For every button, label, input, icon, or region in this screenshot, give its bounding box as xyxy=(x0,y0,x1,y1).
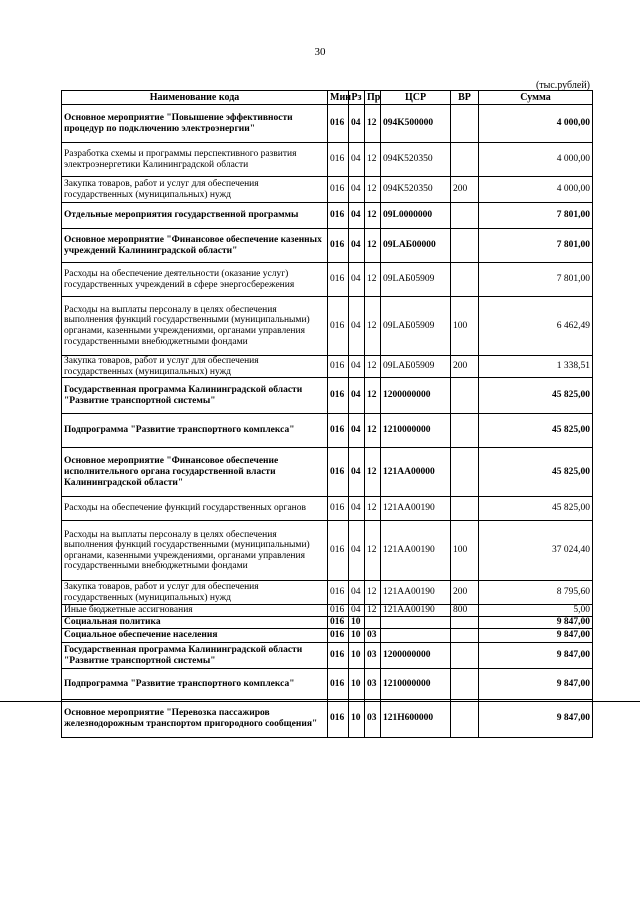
cell-rz: 10 xyxy=(349,669,365,700)
cell-rz: 04 xyxy=(349,203,365,229)
cell-min: 016 xyxy=(328,414,349,448)
table-row xyxy=(62,105,593,143)
cell-rz: 04 xyxy=(349,229,365,263)
cell-sum: 45 825,00 xyxy=(479,414,593,448)
cell-rz: 04 xyxy=(349,448,365,497)
cell-csr: 09LАБ05909 xyxy=(381,297,451,356)
table-row xyxy=(62,617,593,629)
cell-sum: 45 825,00 xyxy=(479,448,593,497)
cell-sum: 45 825,00 xyxy=(479,378,593,414)
cell-name: Основное мероприятие "Повышение эффективности процедур по подключению электроэнергии" xyxy=(62,105,328,143)
cell-rz: 04 xyxy=(349,143,365,177)
cell-rz: 04 xyxy=(349,105,365,143)
cell-name: Закупка товаров, работ и услуг для обеспечения государственных (муниципальных) нужд xyxy=(62,581,328,605)
header-sum: Сумма xyxy=(479,91,593,105)
cell-csr: 094K520350 xyxy=(381,177,451,203)
cell-vr xyxy=(451,229,479,263)
table-row xyxy=(62,203,593,229)
cell-csr: 1200000000 xyxy=(381,378,451,414)
cell-rz: 04 xyxy=(349,356,365,378)
cell-sum: 8 795,60 xyxy=(479,581,593,605)
cell-vr: 200 xyxy=(451,356,479,378)
table-row xyxy=(62,177,593,203)
cell-sum: 7 801,00 xyxy=(479,203,593,229)
cell-min: 016 xyxy=(328,521,349,581)
cell-pr: 12 xyxy=(365,263,381,297)
cell-pr: 03 xyxy=(365,643,381,669)
table-row xyxy=(62,143,593,177)
cell-vr: 800 xyxy=(451,605,479,617)
table-row xyxy=(62,414,593,448)
cell-pr: 12 xyxy=(365,177,381,203)
table-row xyxy=(62,497,593,521)
budget-table xyxy=(61,90,593,738)
cell-sum: 5,00 xyxy=(479,605,593,617)
cell-pr: 12 xyxy=(365,378,381,414)
table-row xyxy=(62,521,593,581)
cell-sum: 4 000,00 xyxy=(479,143,593,177)
cell-pr: 12 xyxy=(365,356,381,378)
cell-name: Расходы на обеспечение деятельности (оказание услуг) государственных учреждений в сфере энергосбережения xyxy=(62,263,328,297)
units-label: (тыс.рублей) xyxy=(535,80,590,91)
cell-vr: 200 xyxy=(451,581,479,605)
cell-sum: 1 338,51 xyxy=(479,356,593,378)
cell-min: 016 xyxy=(328,605,349,617)
cell-rz: 10 xyxy=(349,617,365,629)
cell-min: 016 xyxy=(328,617,349,629)
cell-min: 016 xyxy=(328,378,349,414)
cell-pr: 12 xyxy=(365,143,381,177)
cell-name: Разработка схемы и программы перспективного развития электроэнергетики Калининградской области xyxy=(62,143,328,177)
cell-min: 016 xyxy=(328,448,349,497)
cell-vr xyxy=(451,414,479,448)
table-body xyxy=(62,105,593,738)
cell-csr xyxy=(381,629,451,643)
cell-name: Отдельные мероприятия государственной программы xyxy=(62,203,328,229)
cell-rz: 04 xyxy=(349,414,365,448)
table-row xyxy=(62,297,593,356)
table-row xyxy=(62,700,593,738)
cell-name: Основное мероприятие "Финансовое обеспечение казенных учреждений Калининградской области" xyxy=(62,229,328,263)
header-name: Наименование кода xyxy=(62,91,328,105)
cell-vr xyxy=(451,143,479,177)
cell-csr xyxy=(381,617,451,629)
cell-pr: 12 xyxy=(365,605,381,617)
cell-vr: 100 xyxy=(451,297,479,356)
cell-rz: 04 xyxy=(349,497,365,521)
cell-pr: 12 xyxy=(365,521,381,581)
cell-vr xyxy=(451,105,479,143)
cell-pr: 12 xyxy=(365,448,381,497)
cell-csr: 121АА00190 xyxy=(381,521,451,581)
cell-vr xyxy=(451,617,479,629)
cell-sum: 45 825,00 xyxy=(479,497,593,521)
cell-sum: 9 847,00 xyxy=(479,643,593,669)
header-vr: ВР xyxy=(451,91,479,105)
cell-min: 016 xyxy=(328,669,349,700)
cell-sum: 6 462,49 xyxy=(479,297,593,356)
cell-vr xyxy=(451,448,479,497)
table-row xyxy=(62,229,593,263)
table-row xyxy=(62,629,593,643)
cell-pr xyxy=(365,617,381,629)
cell-pr: 12 xyxy=(365,497,381,521)
table-header-row xyxy=(62,91,593,105)
cell-vr xyxy=(451,378,479,414)
cell-vr xyxy=(451,497,479,521)
cell-csr: 121АА00190 xyxy=(381,605,451,617)
cell-vr: 100 xyxy=(451,521,479,581)
cell-rz: 10 xyxy=(349,700,365,738)
cell-name: Расходы на выплаты персоналу в целях обеспечения выполнения функций государственными (муниципальными) органами, казенными учреждениями, органами управления государственными внебюджетными фондами xyxy=(62,297,328,356)
cell-csr: 1210000000 xyxy=(381,669,451,700)
cell-sum: 37 024,40 xyxy=(479,521,593,581)
cell-csr: 121Н600000 xyxy=(381,700,451,738)
cell-pr: 12 xyxy=(365,414,381,448)
cell-sum: 9 847,00 xyxy=(479,617,593,629)
header-pr: Пр xyxy=(365,91,381,105)
cell-pr: 12 xyxy=(365,297,381,356)
header-min: Мин xyxy=(328,91,349,105)
cell-csr: 121АА00000 xyxy=(381,448,451,497)
cell-name: Закупка товаров, работ и услуг для обеспечения государственных (муниципальных) нужд xyxy=(62,356,328,378)
cell-pr: 03 xyxy=(365,669,381,700)
cell-vr xyxy=(451,700,479,738)
cell-sum: 7 801,00 xyxy=(479,229,593,263)
cell-min: 016 xyxy=(328,643,349,669)
cell-min: 016 xyxy=(328,297,349,356)
cell-pr: 03 xyxy=(365,629,381,643)
cell-pr: 03 xyxy=(365,700,381,738)
cell-rz: 10 xyxy=(349,629,365,643)
cell-sum: 9 847,00 xyxy=(479,629,593,643)
cell-name: Основное мероприятие "Перевозка пассажиров железнодорожным транспортом пригородного сообщения" xyxy=(62,700,328,738)
cell-name: Подпрограмма "Развитие транспортного комплекса" xyxy=(62,414,328,448)
cell-sum: 9 847,00 xyxy=(479,700,593,738)
cell-sum: 9 847,00 xyxy=(479,669,593,700)
cell-min: 016 xyxy=(328,497,349,521)
cell-csr: 09LАБ05909 xyxy=(381,263,451,297)
cell-vr xyxy=(451,203,479,229)
cell-csr: 094K520350 xyxy=(381,143,451,177)
cell-name: Расходы на выплаты персоналу в целях обеспечения выполнения функций государственными (муниципальными) органами, казенными учреждениями, органами управления государственными внебюджетными фондами xyxy=(62,521,328,581)
scan-divider-line xyxy=(0,701,640,702)
cell-csr: 121АА00190 xyxy=(381,581,451,605)
cell-sum: 4 000,00 xyxy=(479,105,593,143)
cell-csr: 121АА00190 xyxy=(381,497,451,521)
cell-name: Государственная программа Калининградской области "Развитие транспортной системы" xyxy=(62,378,328,414)
table-row xyxy=(62,378,593,414)
cell-rz: 04 xyxy=(349,378,365,414)
cell-vr xyxy=(451,643,479,669)
cell-sum: 7 801,00 xyxy=(479,263,593,297)
table-row xyxy=(62,356,593,378)
cell-csr: 09L0000000 xyxy=(381,203,451,229)
cell-min: 016 xyxy=(328,700,349,738)
cell-min: 016 xyxy=(328,143,349,177)
cell-vr xyxy=(451,263,479,297)
cell-rz: 04 xyxy=(349,297,365,356)
table-row xyxy=(62,448,593,497)
cell-pr: 12 xyxy=(365,203,381,229)
cell-vr xyxy=(451,669,479,700)
cell-name: Основное мероприятие "Финансовое обеспечение исполнительного органа государственной власти Калининградской области" xyxy=(62,448,328,497)
cell-csr: 09LАБ00000 xyxy=(381,229,451,263)
cell-name: Закупка товаров, работ и услуг для обеспечения государственных (муниципальных) нужд xyxy=(62,177,328,203)
cell-csr: 1210000000 xyxy=(381,414,451,448)
cell-min: 016 xyxy=(328,629,349,643)
header-csr: ЦСР xyxy=(381,91,451,105)
cell-vr: 200 xyxy=(451,177,479,203)
cell-rz: 10 xyxy=(349,643,365,669)
table-row xyxy=(62,263,593,297)
cell-min: 016 xyxy=(328,581,349,605)
cell-min: 016 xyxy=(328,263,349,297)
table-row xyxy=(62,643,593,669)
cell-sum: 4 000,00 xyxy=(479,177,593,203)
table-row xyxy=(62,581,593,605)
cell-pr: 12 xyxy=(365,581,381,605)
cell-min: 016 xyxy=(328,356,349,378)
cell-name: Расходы на обеспечение функций государственных органов xyxy=(62,497,328,521)
cell-pr: 12 xyxy=(365,105,381,143)
cell-min: 016 xyxy=(328,229,349,263)
cell-rz: 04 xyxy=(349,263,365,297)
cell-pr: 12 xyxy=(365,229,381,263)
cell-name: Иные бюджетные ассигнования xyxy=(62,605,328,617)
cell-min: 016 xyxy=(328,203,349,229)
page-number: 30 xyxy=(314,46,326,58)
table-row xyxy=(62,669,593,700)
cell-vr xyxy=(451,629,479,643)
cell-rz: 04 xyxy=(349,521,365,581)
cell-rz: 04 xyxy=(349,177,365,203)
cell-name: Социальное обеспечение населения xyxy=(62,629,328,643)
cell-name: Подпрограмма "Развитие транспортного комплекса" xyxy=(62,669,328,700)
table-row xyxy=(62,605,593,617)
cell-csr: 1200000000 xyxy=(381,643,451,669)
cell-csr: 094K500000 xyxy=(381,105,451,143)
cell-name: Социальная политика xyxy=(62,617,328,629)
header-rz: Рз xyxy=(349,91,365,105)
cell-rz: 04 xyxy=(349,605,365,617)
cell-min: 016 xyxy=(328,105,349,143)
cell-name: Государственная программа Калининградской области "Развитие транспортной системы" xyxy=(62,643,328,669)
cell-csr: 09LАБ05909 xyxy=(381,356,451,378)
cell-rz: 04 xyxy=(349,581,365,605)
cell-min: 016 xyxy=(328,177,349,203)
